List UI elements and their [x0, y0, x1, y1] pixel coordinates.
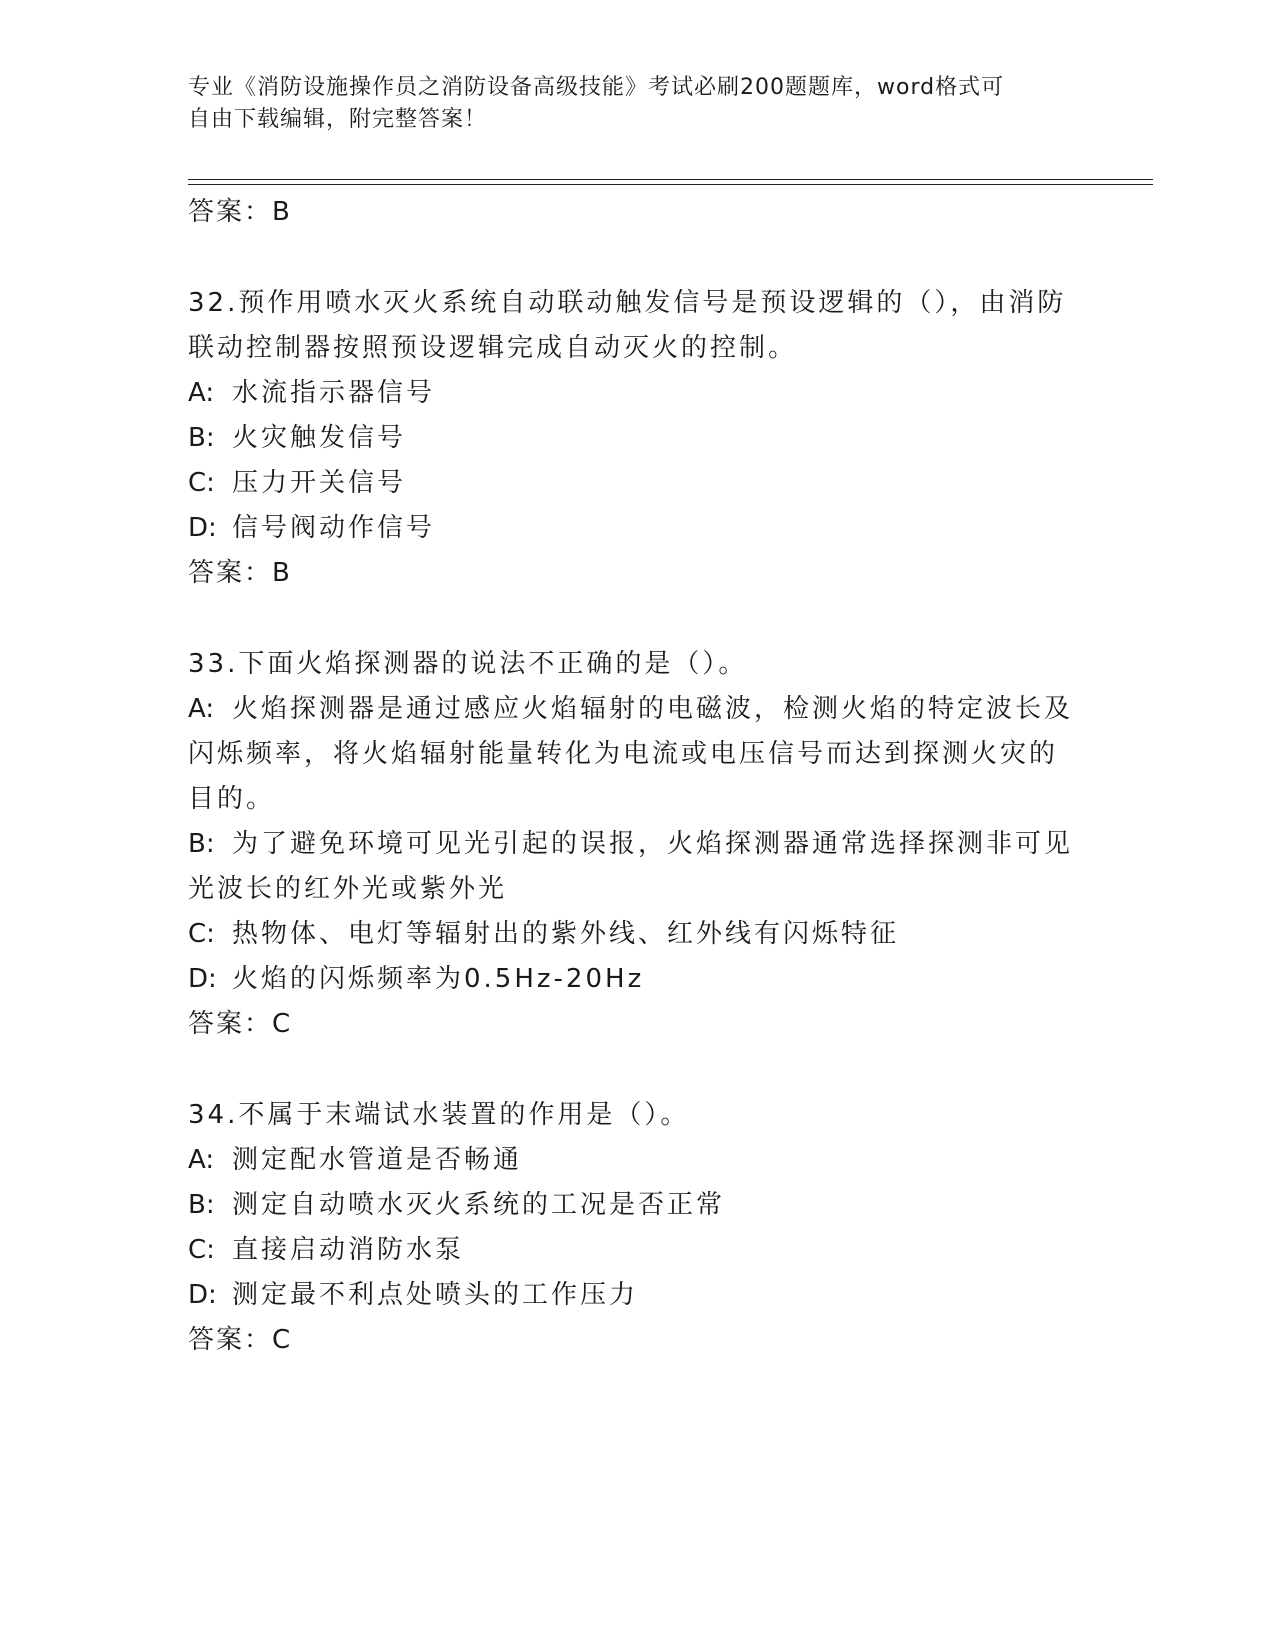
option-label: A:: [188, 378, 215, 408]
option-c: [188, 1228, 1088, 1273]
option-text: 火焰探测器是通过感应火焰辐射的电磁波，检测火焰的特定波长及: [232, 694, 1074, 724]
header-divider: [188, 179, 1153, 180]
option-label: C:: [188, 1235, 215, 1265]
question-block: [188, 1093, 1088, 1363]
spacer: [188, 596, 1088, 642]
option-b: [188, 1183, 1088, 1228]
option-a: [188, 1138, 1088, 1183]
header-divider-secondary: [188, 184, 1153, 185]
option-text: 测定配水管道是否畅通: [232, 1145, 523, 1175]
option-b: [188, 822, 1088, 867]
option-text: 直接启动消防水泵: [232, 1235, 465, 1265]
question-stem: 33.下面火焰探测器的说法不正确的是（）。: [188, 649, 748, 679]
answer-line: 答案：C: [188, 1325, 293, 1355]
option-d: [188, 957, 1088, 1002]
question-stem: 联动控制器按照预设逻辑完成自动灭火的控制。: [188, 333, 798, 363]
option-label: A:: [188, 694, 215, 724]
answer-line: 答案：B: [188, 558, 292, 588]
option-label: D:: [188, 964, 217, 994]
option-c: [188, 461, 1088, 506]
option-label: D:: [188, 513, 217, 543]
option-a: [188, 687, 1088, 732]
option-text: 热物体、电灯等辐射出的紫外线、红外线有闪烁特征: [232, 919, 900, 949]
question-stem: 34.不属于末端试水装置的作用是（）。: [188, 1100, 690, 1130]
option-a: [188, 371, 1088, 416]
option-text: 测定最不利点处喷头的工作压力: [232, 1280, 639, 1310]
header-line-1: 专业《消防设施操作员之消防设备高级技能》考试必刷200题题库，word格式可: [188, 75, 1005, 100]
answer-line: 答案：C: [188, 1009, 293, 1039]
question-block: [188, 281, 1088, 596]
option-label: A:: [188, 1145, 215, 1175]
option-label: C:: [188, 919, 215, 949]
option-text: 测定自动喷水灭火系统的工况是否正常: [232, 1190, 726, 1220]
option-label: B:: [188, 1190, 215, 1220]
option-b: [188, 416, 1088, 461]
option-text: 火焰的闪烁频率为0.5Hz-20Hz: [232, 964, 645, 994]
spacer: [188, 235, 1088, 281]
header-line-2: 自由下载编辑，附完整答案！: [188, 107, 488, 132]
question-block: [188, 642, 1088, 1047]
option-d: [188, 506, 1088, 551]
option-b-continued: 光波长的红外光或紫外光: [188, 874, 508, 904]
option-text: 信号阀动作信号: [232, 513, 436, 543]
option-text: 火灾触发信号: [232, 423, 407, 453]
spacer: [188, 1047, 1088, 1093]
option-a-continued: 闪烁频率，将火焰辐射能量转化为电流或电压信号而达到探测火灾的: [188, 739, 1059, 769]
option-d: [188, 1273, 1088, 1318]
option-text: 为了避免环境可见光引起的误报，火焰探测器通常选择探测非可见: [232, 829, 1074, 859]
question-stem: 32.预作用喷水灭火系统自动联动触发信号是预设逻辑的（），由消防: [188, 288, 1067, 318]
option-label: C:: [188, 468, 215, 498]
option-a-continued: 目的。: [188, 784, 276, 814]
option-label: D:: [188, 1280, 217, 1310]
option-label: B:: [188, 423, 215, 453]
questions-content: [188, 190, 1088, 1363]
option-label: B:: [188, 829, 215, 859]
option-text: 水流指示器信号: [232, 378, 436, 408]
option-c: [188, 912, 1088, 957]
page-header: [188, 72, 1088, 136]
option-text: 压力开关信号: [232, 468, 407, 498]
answer-line: 答案：B: [188, 197, 292, 227]
